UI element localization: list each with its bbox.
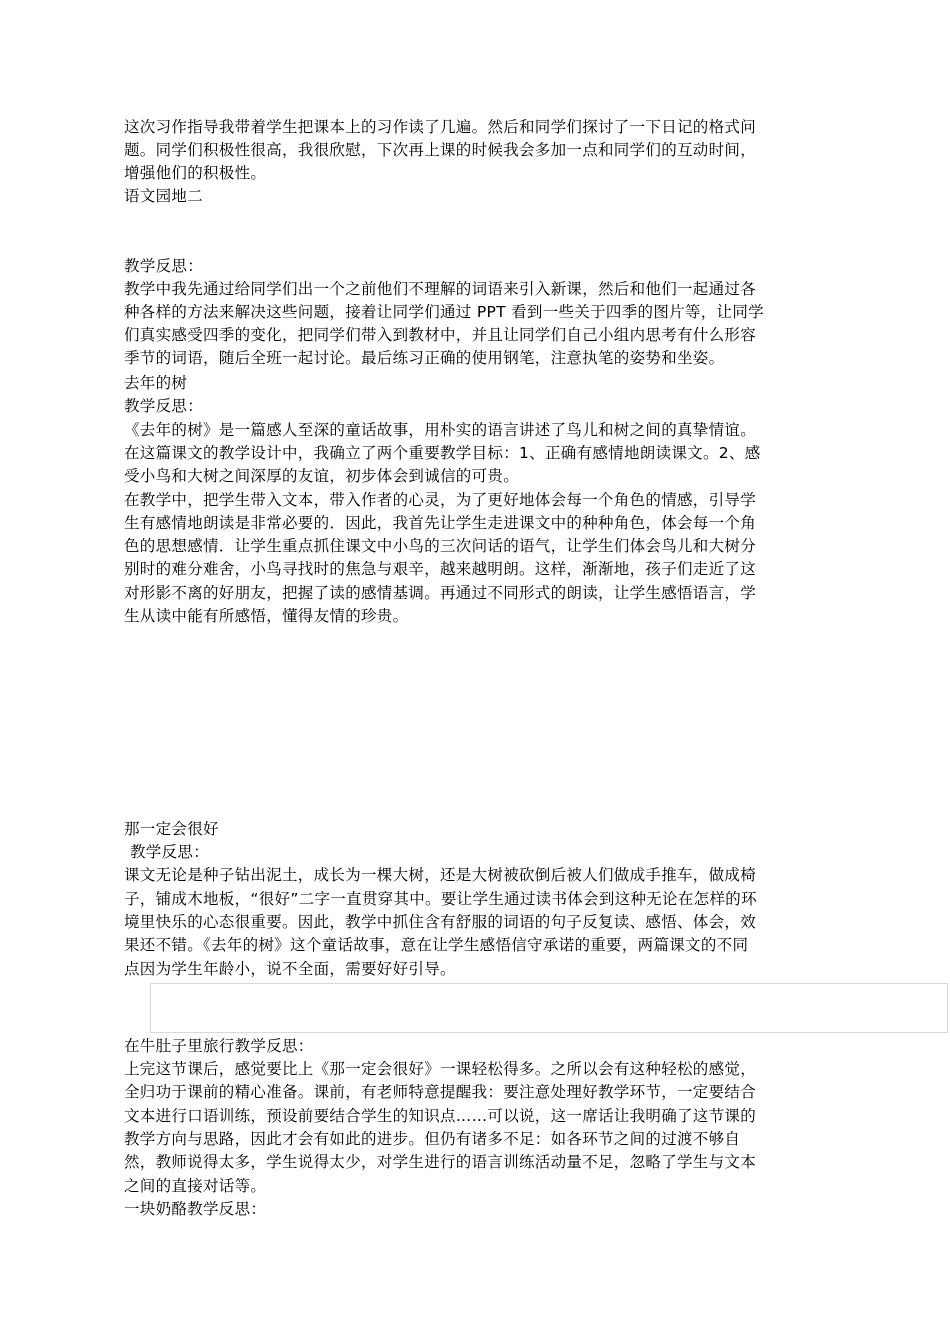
section-title: 语文园地二: [124, 187, 204, 205]
paragraph-line: 教学方向与思路，因此才会有如此的进步。但仍有诸多不足：如各环节之间的过渡不够自: [124, 1130, 741, 1148]
paragraph-line: 全归功于课前的精心准备。课前，有老师特意提醒我：要注意处理好教学环节，一定要结合: [124, 1083, 757, 1101]
paragraph-line: 们真实感受四季的变化，把同学们带入到教材中，并且让同学们自己小组内思考有什么形容: [124, 326, 757, 344]
paragraph-line: 生从读中能有所感悟，懂得友情的珍贵。: [124, 607, 409, 625]
paragraph-line: 子，铺成木地板，“很好”二字一直贯穿其中。要让学生通过读书体会到这种无论在怎样的环: [124, 890, 757, 908]
paragraph-line: 别时的难分难舍，小鸟寻找时的焦急与艰辛，越来越明朗。这样，渐渐地，孩子们走近了这: [124, 560, 757, 578]
empty-text-box: [150, 983, 948, 1033]
section-label: 教学反思：: [130, 843, 210, 861]
section-label: 教学反思：: [124, 397, 204, 415]
paragraph-line: 生有感情地朗读是非常必要的．因此，我首先让学生走进课文中的种种角色，体会每一个角: [124, 514, 757, 532]
paragraph-line: 季节的词语，随后全班一起讨论。最后练习正确的使用钢笔，注意执笔的姿势和坐姿。: [124, 349, 725, 367]
paragraph-line: 之间的直接对话等。: [124, 1177, 267, 1195]
paragraph-line: 点因为学生年龄小，说不全面，需要好好引导。: [124, 960, 456, 978]
paragraph-line: 在教学中，把学生带入文本，带入作者的心灵，为了更好地体会每一个角色的情感，引导学: [124, 491, 757, 509]
paragraph-line: 这次习作指导我带着学生把课本上的习作读了几遍。然后和同学们探讨了一下日记的格式问: [124, 118, 757, 136]
section-title: 那一定会很好: [124, 820, 219, 838]
paragraph-line: 对形影不离的好朋友，把握了读的感情基调。再通过不同形式的朗读，让学生感悟语言，学: [124, 584, 757, 602]
section-title: 一块奶酪教学反思：: [124, 1200, 267, 1218]
paragraph-line: 增强他们的积极性。: [124, 164, 267, 182]
paragraph-line: 然，教师说得太多，学生说得太少，对学生进行的语言训练活动量不足，忽略了学生与文本: [124, 1153, 757, 1171]
paragraph-line: 上完这节课后，感觉要比上《那一定会很好》一课轻松得多。之所以会有这种轻松的感觉，: [124, 1060, 757, 1078]
paragraph-line: 教学中我先通过给同学们出一个之前他们不理解的词语来引入新课，然后和他们一起通过各: [124, 280, 757, 298]
section-label: 教学反思：: [124, 257, 204, 275]
paragraph-line: 境里快乐的心态很重要。因此，教学中抓住含有舒服的词语的句子反复读、感悟、体会，效: [124, 913, 757, 931]
paragraph-line: 色的思想感情．让学生重点抓住课文中小鸟的三次问话的语气，让学生们体会鸟儿和大树分: [124, 537, 757, 555]
paragraph-line: 受小鸟和大树之间深厚的友谊，初步体会到诚信的可贵。: [124, 467, 520, 485]
paragraph-line: 果还不错。《去年的树》这个童话故事，意在让学生感悟信守承诺的重要，两篇课文的不同: [124, 936, 749, 954]
paragraph-line: 题。同学们积极性很高，我很欣慰，下次再上课的时候我会多加一点和同学们的互动时间，: [124, 141, 757, 159]
paragraph-line: 在这篇课文的教学设计中，我确立了两个重要教学目标：1、正确有感情地朗读课文。2、感: [124, 444, 761, 462]
paragraph-line: 种各样的方法来解决这些问题，接着让同学们通过 PPT 看到一些关于四季的图片等，让同学: [124, 303, 764, 321]
section-title: 在牛肚子里旅行教学反思：: [124, 1037, 314, 1055]
paragraph-line: 《去年的树》是一篇感人至深的童话故事，用朴实的语言讲述了鸟儿和树之间的真挚情谊。: [124, 421, 757, 439]
section-title: 去年的树: [124, 374, 188, 392]
paragraph-line: 文本进行口语训练，预设前要结合学生的知识点……可以说，这一席话让我明确了这节课的: [124, 1107, 757, 1125]
paragraph-line: 课文无论是种子钻出泥土，成长为一棵大树，还是大树被砍倒后被人们做成手推车，做成椅: [124, 866, 757, 884]
